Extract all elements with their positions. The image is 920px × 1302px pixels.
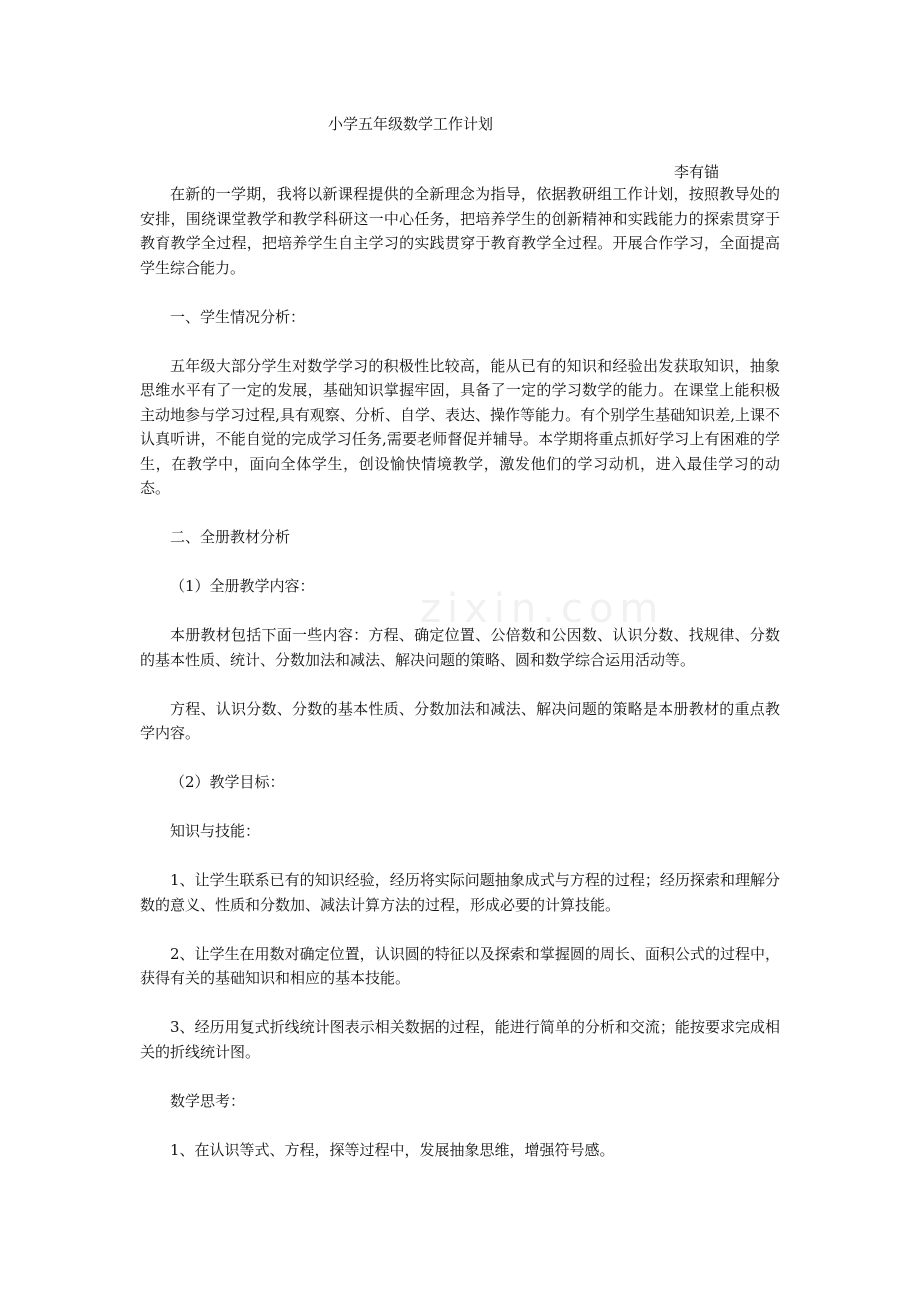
content-paragraph: 本册教材包括下面一些内容：方程、确定位置、公倍数和公因数、认识分数、找规律、分数的基本性质、统计、分数加法和减法、解决问题的策略、圆和数学综合运用活动等。 [140,626,780,669]
intro-paragraph: 在新的一学期，我将以新课程提供的全新理念为指导，依据教研组工作计划，按照教导处的安排，围绕课堂教学和教学科研这一中心任务，把培养学生的创新精神和实践能力的探索贯穿于教育教学全过程，把培养学生自主学习的实践贯穿于教育教学全过程。开展合作学习，全面提高学生综合能力。 [140,185,780,277]
goal-item-1: 1、让学生联系已有的知识经验，经历将实际问题抽象成式与方程的过程；经历探索和理解分数的意义、性质和分数加、减法计算方法的过程，形成必要的计算技能。 [140,871,780,914]
goal-item-2: 2、让学生在用数对确定位置，认识圆的特征以及探索和掌握圆的周长、面积公式的过程中，获得有关的基础知识和相应的基本技能。 [140,944,780,987]
subheading-content: （1）全册教学内容： [170,577,315,595]
student-analysis-paragraph: 五年级大部分学生对数学学习的积极性比较高，能从已有的知识和经验出发获取知识，抽象思维水平有了一定的发展，基础知识掌握牢固，具备了一定的学习数学的能力。在课堂上能积极主动地参与学习过程,具有观察、分析、自学、表达、操作等能力。有个别学生基础知识差,上课不认真听讲，不能自觉的完成学习任务,需要老师督促并辅导。本学期将重点抓好学习上有困难的学生，在教学中，面向全体学生，创设愉快情境教学，激发他们的学习动机，进入最佳学习的动态。 [140,356,780,497]
subheading-goals: （2）教学目标： [170,773,285,791]
document-title: 小学五年级数学工作计划 [328,115,494,133]
section-heading-student-analysis: 一、学生情况分析： [170,307,306,326]
document-author: 李有锚 [674,163,720,181]
goal-item-3: 3、经历用复式折线统计图表示相关数据的过程，能进行简单的分析和交流；能按要求完成相关的折线统计图。 [140,1018,780,1061]
thinking-item-1: 1、在认识等式、方程，探等过程中，发展抽象思维，增强符号感。 [170,1140,615,1159]
section-heading-textbook-analysis: 二、全册教材分析 [170,528,291,546]
subheading-knowledge-skills: 知识与技能： [170,822,261,840]
document-body [140,182,780,1187]
key-content-paragraph: 方程、认识分数、分数的基本性质、分数加法和减法、解决问题的策略是本册教材的重点教学内容。 [140,699,780,742]
watermark: zixin.com [420,586,665,632]
subheading-math-thinking: 数学思考： [170,1091,246,1110]
